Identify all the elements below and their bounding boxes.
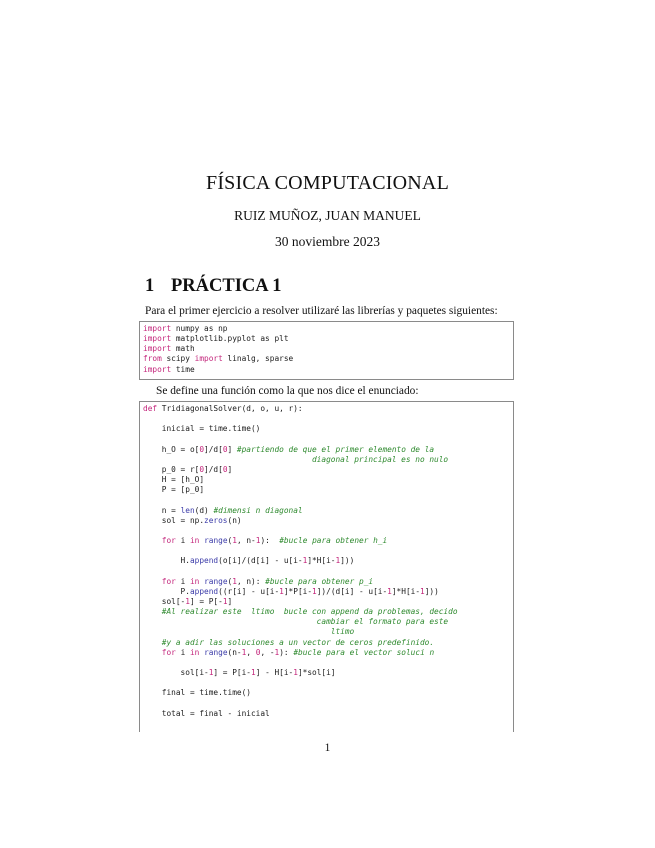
solver-code-line: final = time.time() — [161, 688, 251, 698]
import-code-line: import matplotlib.pyplot as plt — [143, 334, 289, 344]
page-number: 1 — [324, 742, 331, 754]
paragraph-libraries: Para el primer ejercicio a resolver utilizaré las librerías y paquetes siguientes: — [145, 305, 498, 317]
document-date: 30 noviembre 2023 — [275, 234, 380, 249]
code-listing-solver — [140, 402, 513, 719]
section-heading — [145, 276, 282, 297]
code-block-solver — [139, 401, 514, 732]
solver-code-line: H = [h_O] — [161, 475, 205, 485]
import-code-line: import numpy as np — [143, 324, 228, 333]
solver-code-line: sol[-1] = P[-1] — [143, 596, 233, 606]
solver-code-line: #Al realizar este ltimo bucle con append da problemas, decido — [161, 607, 458, 617]
import-code-line: import math — [143, 344, 195, 354]
solver-code-line: def TridiagonalSolver(d, o, u, r): — [143, 404, 303, 413]
solver-code-line: ltimo — [143, 627, 355, 637]
paragraph-function: Se define una función como la que nos dice el enunciado: — [156, 385, 419, 397]
solver-code-line: p_0 = r[0]/d[0] — [143, 464, 233, 474]
solver-code-line: #y a adir las soluciones a un vector de ceros predefinido. — [161, 637, 435, 647]
import-code-line: import time — [143, 364, 195, 374]
solver-code-line: for i in range(1, n): #bucle para obtener p_i — [161, 576, 374, 586]
solver-code-line: P.append((r[i] - u[i-1]*P[i-1])/(d[i] - u[i-1]*H[i-1])) — [143, 586, 439, 596]
solver-code-line: cambiar el formato para este — [143, 617, 449, 627]
solver-code-line: sol = np.zeros(n) — [143, 515, 242, 525]
solver-code-line: for i in range(1, n-1): #bucle para obtener h_i — [161, 536, 388, 546]
section-number: 1 — [145, 276, 155, 296]
solver-code-line: sol[i-1] = P[i-1] - H[i-1]*sol[i] — [143, 668, 336, 678]
solver-code-line: P = [p_0] — [161, 485, 205, 495]
document-author: RUIZ MUÑOZ, JUAN MANUEL — [234, 208, 421, 223]
solver-code-line: h_O = o[0]/d[0] #partiendo de que el primer elemento de la — [143, 444, 435, 454]
solver-code-line: diagonal principal es no nulo — [143, 454, 449, 464]
solver-code-line: inicial = time.time() — [161, 424, 261, 434]
solver-code-line: total = final - inicial — [161, 708, 270, 718]
code-listing-imports — [140, 322, 513, 375]
solver-code-line: H.append(o[i]/(d[i] - u[i-1]*H[i-1])) — [143, 556, 355, 566]
solver-code-line: for i in range(n-1, 0, -1): #bucle para el vector soluci n — [161, 647, 435, 657]
document-title: FÍSICA COMPUTACIONAL — [206, 172, 449, 194]
import-code-line: from scipy import linalg, sparse — [143, 354, 294, 364]
solver-code-line: n = len(d) #dimensi n diagonal — [143, 505, 303, 515]
code-block-imports — [139, 321, 514, 380]
section-title: PRÁCTICA 1 — [171, 276, 282, 296]
